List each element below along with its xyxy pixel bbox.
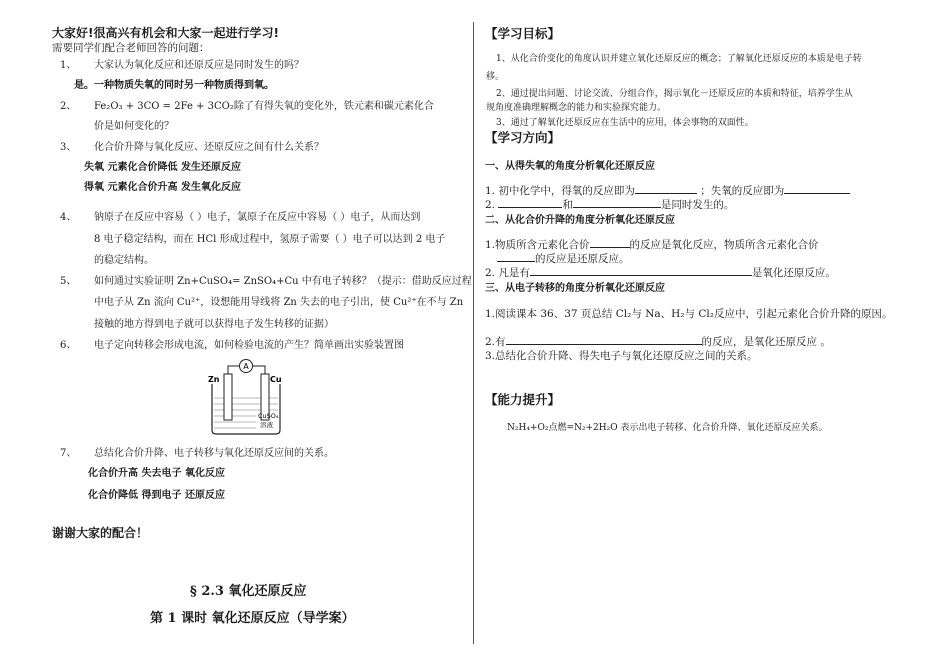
part3-title: 三、从电子转移的角度分析氧化还原反应 [485, 283, 665, 294]
part1-line1-b: ；失氧的反应即为 [700, 185, 785, 197]
part3-line3: 3.总结化合价升降、得失电子与氧化还原反应之间的关系。 [485, 350, 758, 362]
q4-line2: 8 电子稳定结构，而在 HCl 形成过程中，氢原子需要（ ）电子可以达到 2 电子 [94, 234, 446, 245]
goal-1-line1: 1、从化合价变化的角度认识并建立氧化还原反应的概念；了解氧化还原反应的本质是电子转 [496, 54, 862, 64]
part3-line2-a: 2.有 [485, 336, 506, 348]
q2-line1: Fe₂O₃ + 3CO = 2Fe + 3CO₂除了有得失氧的变化外，铁元素和碳元素化合 [94, 101, 434, 112]
q7-text: 总结化合价升降、电子转移与氧化还原反应间的关系。 [94, 448, 334, 459]
part2-line3-b: 是氧化还原反应。 [751, 267, 836, 279]
section-title: § 2.3 氧化还原反应 [190, 584, 307, 599]
part1-line2 [485, 197, 734, 212]
thanks-line: 谢谢大家的配合！ [52, 526, 149, 540]
part1-line2-b: 和 [562, 199, 573, 211]
zn-label: Zn [208, 375, 220, 384]
blank [573, 198, 661, 208]
blank [784, 184, 850, 194]
q3-number: 3、 [60, 142, 77, 153]
blank [635, 184, 697, 194]
part3-line1: 1.阅读课本 36、37 页总结 Cl₂与 Na、H₂与 Cl₂反应中，引起元素化合价升降的原因。 [485, 308, 893, 320]
part2-line3 [485, 265, 836, 280]
a1-answer: 是。一种物质失氧的同时另一种物质得到氧。 [74, 80, 274, 91]
q1-number: 1、 [60, 60, 77, 71]
ability-text: N₂H₄+O₂点燃=N₂+2H₂O 表示出电子转移、化合价升降、氧化还原反应关系。 [507, 423, 828, 433]
q3-text: 化合价升降与氧化反应、还原反应之间有什么关系？ [94, 142, 324, 153]
blank [506, 335, 702, 345]
part2-line2 [485, 251, 630, 266]
blank [590, 238, 630, 248]
goal-1-line2: 移。 [486, 72, 505, 82]
part1-title: 一、从得失氧的角度分析氧化还原反应 [485, 161, 655, 172]
blank [498, 198, 562, 208]
q6-text: 电子定向转移会形成电流，如何检验电流的产生？简单画出实验装置图 [94, 340, 404, 351]
q7-number: 7、 [60, 448, 77, 459]
a7-line1: 化合价升高 失去电子 氧化反应 [88, 468, 225, 479]
part2-line2-text: 的反应是还原反应。 [535, 253, 630, 265]
goals-header: 【学习目标】 [485, 26, 561, 41]
goal-2-line2: 规角度准确理解概念的能力和实验探究能力。 [486, 103, 667, 113]
solution-label-2: 溶液 [260, 421, 273, 429]
q4-line3: 的稳定结构。 [94, 255, 154, 266]
intro-line: 需要同学们配合老师回答的问题： [52, 42, 210, 54]
a3-line2: 得氧 元素化合价升高 发生氧化反应 [84, 182, 241, 193]
a3-line1: 失氧 元素化合价降低 发生还原反应 [84, 162, 241, 173]
lesson-title: 第 1 课时 氧化还原反应（导学案） [150, 611, 355, 626]
q5-number: 5、 [60, 276, 77, 287]
part1-line1-a: 1. 初中化学中，得氧的反应即为 [485, 185, 635, 197]
part2-line3-a: 2. 凡是有 [485, 267, 530, 279]
zn-electrode [224, 374, 232, 420]
part1-line2-c: 是同时发生的。 [660, 199, 735, 211]
part1-line1 [485, 183, 850, 198]
q5-line2: 中电子从 Zn 流向 Cu²⁺，设想能用导线将 Zn 失去的电子引出，使 Cu²⁺在不与 Zn [94, 297, 464, 308]
goal-2-line1: 2、通过提出问题、讨论交流、分组合作，揭示氧化－还原反应的本质和特征，培养学生从 [496, 89, 853, 99]
part2-line1-a: 1.物质所含元素化合价 [485, 239, 590, 251]
q5-line3: 接触的地方得到电子就可以获得电子发生转移的证据） [94, 319, 334, 330]
part1-line2-a: 2. [485, 199, 496, 211]
q5-line1: 如何通过实验证明 Zn+CuSO₄= ZnSO₄+Cu 中有电子转移？（提示：借助反应过程 [94, 276, 472, 287]
column-divider [473, 22, 474, 644]
ability-header: 【能力提升】 [485, 392, 561, 407]
q2-number: 2、 [60, 101, 77, 112]
greeting: 大家好!很高兴有机会和大家一起进行学习! [52, 26, 279, 40]
cu-label: Cu [270, 375, 282, 384]
part3-line2-b: 的反应，是氧化还原反应 。 [701, 336, 831, 348]
part2-line1-b: 的反应是氧化反应，物质所含元素化合价 [629, 239, 819, 251]
blank [530, 266, 752, 276]
part2-title: 二、从化合价升降的角度分析氧化还原反应 [485, 215, 675, 226]
blank [497, 252, 535, 262]
q4-line1: 钠原子在反应中容易（ ）电子，氯原子在反应中容易（ ）电子，从而达到 [94, 212, 421, 223]
part2-line1 [485, 237, 819, 252]
direction-header: 【学习方向】 [485, 130, 561, 145]
q4-number: 4、 [60, 212, 77, 223]
galvanic-cell-figure [206, 358, 286, 436]
q1-text: 大家认为氧化反应和还原反应是同时发生的吗？ [94, 60, 304, 71]
goal-3: 3、通过了解氧化还原反应在生活中的应用，体会事物的双面性。 [496, 118, 754, 128]
a7-line2: 化合价降低 得到电子 还原反应 [88, 490, 225, 501]
ammeter-label: A [243, 362, 249, 371]
q2-line2: 价是如何变化的？ [94, 121, 174, 132]
solution-label: CuSO₄ [258, 412, 279, 420]
q6-number: 6、 [60, 340, 77, 351]
part3-line2 [485, 334, 831, 349]
